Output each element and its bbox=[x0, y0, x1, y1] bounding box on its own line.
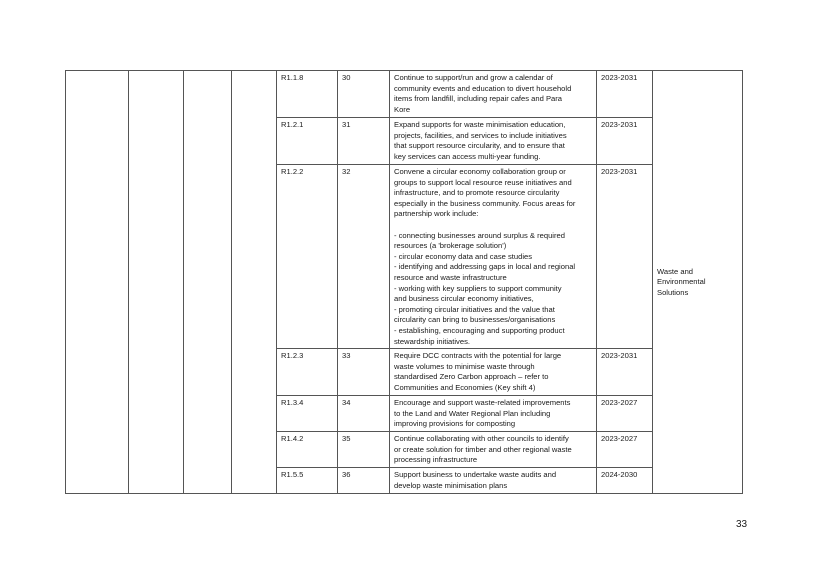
action-code: R1.1.8 bbox=[277, 71, 338, 118]
description-line: Require DCC contracts with the potential for large bbox=[394, 351, 562, 361]
description-line: Convene a circular economy collaboration group or bbox=[394, 167, 566, 176]
action-number: 32 bbox=[338, 165, 390, 349]
empty-cell bbox=[129, 71, 184, 494]
description-line: Expand supports for waste minimisation education, bbox=[394, 120, 566, 129]
action-description bbox=[390, 118, 597, 165]
timeframe: 2023-2031 bbox=[597, 165, 653, 349]
description-line: Encourage and support waste-related improvements bbox=[394, 398, 571, 408]
timeframe: 2023-2027 bbox=[597, 396, 653, 432]
description-line: Support business to undertake waste audits and bbox=[394, 470, 557, 480]
description-line: Continue collaborating with other councils to identify bbox=[394, 434, 569, 444]
actions-table bbox=[65, 70, 743, 494]
action-description bbox=[390, 71, 597, 118]
description-line bbox=[394, 220, 592, 231]
action-number: 31 bbox=[338, 118, 390, 165]
description-line: infrastructure, and to promote resource circularity bbox=[394, 188, 560, 198]
action-code: R1.2.1 bbox=[277, 118, 338, 165]
empty-cell bbox=[184, 71, 232, 494]
timeframe: 2023-2027 bbox=[597, 432, 653, 468]
description-line: key services can access multi-year funding. bbox=[394, 151, 541, 161]
action-number: 30 bbox=[338, 71, 390, 118]
action-code: R1.4.2 bbox=[277, 432, 338, 468]
action-description bbox=[390, 468, 597, 494]
description-line: - circular economy data and case studies bbox=[394, 251, 533, 261]
responsible-group-line: Environmental bbox=[657, 277, 706, 287]
empty-cell bbox=[66, 71, 129, 494]
description-line: waste volumes to minimise waste through bbox=[394, 361, 535, 371]
timeframe: 2024-2030 bbox=[597, 468, 653, 494]
description-line: community events and education to divert household bbox=[394, 83, 572, 93]
description-line: partnership work include: bbox=[394, 209, 479, 219]
description-line: groups to support local resource reuse initiatives and bbox=[394, 177, 572, 187]
description-line: resources (a 'brokerage solution') bbox=[394, 241, 507, 251]
description-line: - establishing, encouraging and supporting product bbox=[394, 325, 565, 335]
description-line: Communities and Economies (Key shift 4) bbox=[394, 382, 536, 392]
action-code: R1.3.4 bbox=[277, 396, 338, 432]
responsible-group-line: Waste and bbox=[657, 266, 694, 276]
action-description bbox=[390, 349, 597, 396]
empty-cell bbox=[232, 71, 277, 494]
description-line: improving provisions for composting bbox=[394, 419, 516, 429]
description-line: standardised Zero Carbon approach – refer to bbox=[394, 372, 549, 382]
description-line: that support resource circularity, and to ensure that bbox=[394, 141, 565, 151]
description-line: circularity can bring to businesses/organisations bbox=[394, 315, 556, 325]
table-row bbox=[66, 71, 743, 118]
timeframe: 2023-2031 bbox=[597, 71, 653, 118]
description-line: Continue to support/run and grow a calendar of bbox=[394, 73, 553, 82]
description-line: to the Land and Water Regional Plan including bbox=[394, 408, 551, 418]
description-line: - working with key suppliers to support community bbox=[394, 283, 562, 293]
description-line: or create solution for timber and other regional waste bbox=[394, 444, 572, 454]
page-number: 33 bbox=[736, 519, 748, 530]
description-line: Kore bbox=[394, 104, 411, 114]
action-number: 35 bbox=[338, 432, 390, 468]
description-line: items from landfill, including repair cafes and Para bbox=[394, 94, 562, 104]
description-line: and business circular economy initiatives, bbox=[394, 294, 534, 304]
action-description bbox=[390, 432, 597, 468]
action-number: 34 bbox=[338, 396, 390, 432]
description-line: stewardship initiatives. bbox=[394, 336, 470, 346]
action-code: R1.2.2 bbox=[277, 165, 338, 349]
description-line: projects, facilities, and services to include initiatives bbox=[394, 130, 567, 140]
action-code: R1.2.3 bbox=[277, 349, 338, 396]
description-line: - identifying and addressing gaps in local and regional bbox=[394, 262, 576, 272]
action-description bbox=[390, 396, 597, 432]
timeframe: 2023-2031 bbox=[597, 118, 653, 165]
responsible-group bbox=[653, 71, 743, 494]
description-line: processing infrastructure bbox=[394, 455, 478, 465]
description-line: - promoting circular initiatives and the value that bbox=[394, 304, 555, 314]
timeframe: 2023-2031 bbox=[597, 349, 653, 396]
action-description bbox=[390, 165, 597, 349]
responsible-group-line: Solutions bbox=[657, 287, 689, 297]
description-line: - connecting businesses around surplus & required bbox=[394, 230, 565, 240]
description-line: resource and waste infrastructure bbox=[394, 272, 507, 282]
action-number: 36 bbox=[338, 468, 390, 494]
action-number: 33 bbox=[338, 349, 390, 396]
description-line: especially in the business community. Focus areas for bbox=[394, 198, 576, 208]
description-line: develop waste minimisation plans bbox=[394, 480, 508, 490]
action-code: R1.5.5 bbox=[277, 468, 338, 494]
